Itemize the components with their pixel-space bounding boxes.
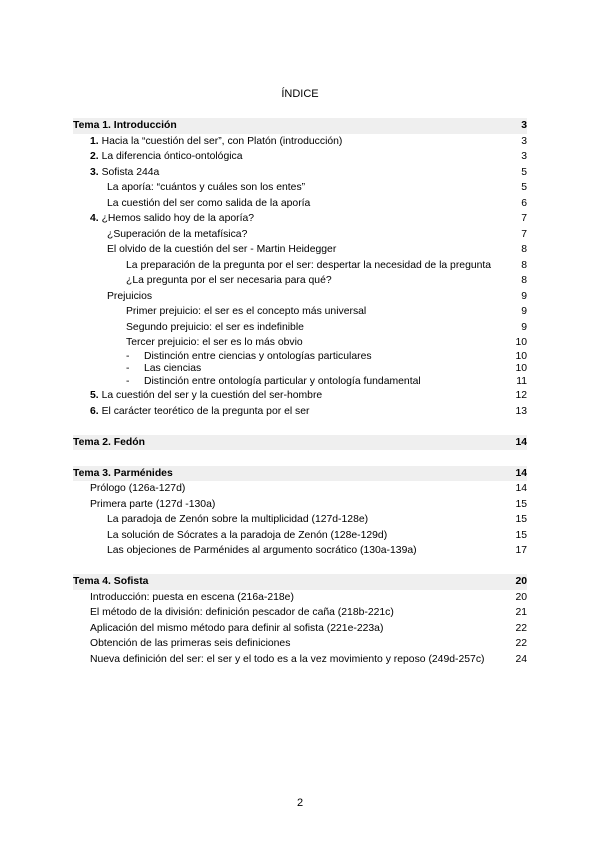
toc-entry	[73, 320, 527, 336]
toc-chapter	[73, 118, 527, 134]
toc-entry-title	[73, 435, 511, 451]
toc-entry-text: La cuestión del ser y la cuestión del ser-hombre	[101, 390, 323, 402]
toc-entry	[73, 304, 527, 320]
toc-entry-title	[90, 652, 511, 668]
toc-entry	[73, 227, 527, 243]
toc-entry-title	[126, 363, 511, 376]
toc-entry	[73, 134, 527, 150]
toc-page-number: 6	[521, 197, 527, 209]
toc-entry-text: Tema 3. Parménides	[73, 467, 173, 479]
toc-entry-text: Hacia la “cuestión del ser”, con Platón (introducción)	[101, 135, 343, 147]
toc-entry	[73, 590, 527, 606]
toc-entry	[73, 196, 527, 212]
toc-entry	[73, 528, 527, 544]
toc-spacer	[73, 450, 527, 466]
toc-entry-number: 6.	[90, 405, 99, 417]
toc-entry-title	[90, 481, 511, 497]
toc-entry-title	[107, 180, 517, 196]
toc-entry-text: Tercer prejuicio: el ser es lo más obvio	[126, 337, 303, 348]
table-of-contents	[73, 118, 527, 667]
page-title: ÍNDICE	[281, 88, 319, 100]
toc-entry	[73, 180, 527, 196]
toc-entry-text: La aporía: “cuántos y cuáles son los entes”	[107, 182, 306, 193]
toc-page-number: 14	[515, 483, 527, 495]
toc-entry-text: El método de la división: definición pescador de caña (218b-221c)	[90, 607, 394, 619]
toc-entry-text: La preparación de la pregunta por el ser: despertar la necesidad de la pregunta	[126, 259, 492, 271]
toc-entry-number: 2.	[90, 151, 99, 162]
page-number: 2	[296, 797, 304, 809]
toc-entry-text: ¿Superación de la metafísica?	[107, 228, 248, 240]
toc-entry-text: Prejuicios	[107, 290, 153, 302]
toc-entry-text: Las objeciones de Parménides al argumento socrático (130a-139a)	[107, 545, 417, 557]
toc-entry	[73, 211, 527, 227]
toc-page-number: 3	[521, 151, 527, 162]
toc-entry-title	[107, 543, 511, 559]
toc-entry-title	[126, 351, 511, 364]
toc-page-number: 15	[515, 498, 527, 510]
toc-page-number: 10	[515, 363, 527, 375]
toc-entry-title	[126, 335, 511, 351]
toc-page-number: 5	[521, 166, 527, 178]
toc-entry	[73, 289, 527, 305]
toc-entry-title	[107, 227, 517, 243]
toc-entry-title	[126, 273, 517, 289]
toc-entry-title	[90, 211, 517, 227]
toc-entry-text: Obtención de las primeras seis definiciones	[90, 638, 291, 650]
toc-entry-title	[90, 621, 511, 637]
toc-entry-number: 5.	[90, 390, 99, 402]
toc-entry-title	[73, 466, 511, 482]
toc-entry	[73, 388, 527, 404]
toc-entry-text: Prólogo (126a-127d)	[90, 483, 186, 495]
toc-entry-title	[90, 636, 511, 652]
toc-page-number: 9	[521, 306, 527, 317]
toc-entry-number: 1.	[90, 135, 99, 147]
toc-page-number: 10	[515, 350, 527, 362]
toc-entry-text: Introducción: puesta en escena (216a-218e)	[90, 591, 294, 603]
toc-page-number: 24	[515, 653, 527, 665]
toc-entry-title	[90, 590, 511, 606]
toc-page-number: 15	[515, 514, 527, 526]
toc-entry-text: Tema 1. Introducción	[73, 120, 177, 131]
toc-entry-title	[73, 574, 511, 590]
toc-entry-text: El carácter teorético de la pregunta por el ser	[101, 405, 310, 417]
toc-spacer	[73, 559, 527, 575]
toc-entry-text: Primera parte (127d -130a)	[90, 498, 216, 510]
toc-entry-title	[90, 497, 511, 513]
bullet-dash: -	[126, 363, 130, 375]
toc-entry	[73, 149, 527, 165]
toc-page-number: 8	[521, 275, 527, 286]
toc-page-number: 5	[521, 182, 527, 193]
toc-entry	[73, 335, 527, 351]
toc-entry	[73, 621, 527, 637]
toc-page-number: 9	[521, 290, 527, 302]
toc-entry-title	[90, 165, 517, 181]
toc-entry	[73, 258, 527, 274]
toc-entry	[73, 376, 527, 389]
toc-entry-text: Tema 2. Fedón	[73, 436, 145, 448]
toc-entry-title	[126, 376, 512, 389]
toc-page-number: 10	[515, 337, 527, 348]
toc-page-number: 9	[521, 321, 527, 333]
toc-entry-title	[107, 528, 511, 544]
toc-page-number: 7	[521, 228, 527, 240]
toc-page-number: 3	[521, 135, 527, 147]
toc-entry-text: ¿La pregunta por el ser necesaria para qué?	[126, 275, 332, 286]
bullet-dash: -	[126, 375, 130, 387]
toc-chapter	[73, 574, 527, 590]
toc-chapter	[73, 466, 527, 482]
toc-entry-text: Distinción entre ciencias y ontologías particulares	[144, 350, 372, 362]
toc-entry-title	[73, 118, 517, 134]
toc-entry-title	[90, 388, 511, 404]
toc-page-number: 17	[515, 545, 527, 557]
bullet-dash: -	[126, 350, 130, 362]
toc-page-number: 11	[516, 375, 527, 387]
toc-entry-text: Tema 4. Sofista	[73, 576, 149, 588]
toc-entry	[73, 497, 527, 513]
toc-entry-title	[90, 149, 517, 165]
toc-entry-text: La solución de Sócrates a la paradoja de Zenón (128e-129d)	[107, 529, 388, 541]
toc-entry-text: La paradoja de Zenón sobre la multiplicidad (127d-128e)	[107, 514, 369, 526]
toc-entry-text: La diferencia óntico-ontológica	[101, 151, 243, 162]
toc-entry-title	[107, 242, 517, 258]
toc-entry	[73, 605, 527, 621]
toc-page-number: 8	[521, 259, 527, 271]
toc-page-number: 20	[515, 591, 527, 603]
toc-entry	[73, 636, 527, 652]
toc-entry-text: Nueva definición del ser: el ser y el todo es a la vez movimiento y reposo (249d-257c)	[90, 653, 485, 665]
toc-entry	[73, 242, 527, 258]
toc-entry-title	[126, 304, 517, 320]
toc-entry-title	[107, 196, 517, 212]
toc-entry-text: Sofista 244a	[101, 166, 160, 178]
toc-entry-text: Segundo prejuicio: el ser es indefinible	[126, 321, 304, 333]
toc-entry-title	[126, 320, 517, 336]
toc-entry	[73, 512, 527, 528]
toc-entry	[73, 543, 527, 559]
toc-entry	[73, 404, 527, 420]
toc-entry	[73, 273, 527, 289]
toc-entry-text: Distinción entre ontología particular y ontología fundamental	[144, 375, 421, 387]
toc-page-number: 13	[515, 405, 527, 417]
toc-entry	[73, 351, 527, 364]
toc-page-number: 8	[521, 244, 527, 255]
toc-page-number: 22	[515, 622, 527, 634]
toc-entry-title	[90, 134, 517, 150]
toc-spacer	[73, 419, 527, 435]
toc-entry-title	[90, 605, 511, 621]
toc-entry	[73, 481, 527, 497]
toc-entry-text: Las ciencias	[144, 363, 202, 375]
toc-entry-title	[107, 289, 517, 305]
toc-entry-title	[107, 512, 511, 528]
toc-entry-text: ¿Hemos salido hoy de la aporía?	[101, 213, 255, 224]
toc-chapter	[73, 435, 527, 451]
toc-page-number: 14	[515, 467, 527, 479]
toc-page-number: 21	[515, 607, 527, 619]
toc-entry-title	[90, 404, 511, 420]
toc-entry-text: Primer prejuicio: el ser es el concepto más universal	[126, 306, 367, 317]
toc-entry	[73, 363, 527, 376]
toc-entry-title	[126, 258, 517, 274]
toc-entry-text: La cuestión del ser como salida de la aporía	[107, 197, 311, 209]
toc-page-number: 20	[515, 576, 527, 588]
toc-entry-text: El olvido de la cuestión del ser - Martin Heidegger	[107, 244, 337, 255]
toc-page-number: 7	[521, 213, 527, 224]
toc-entry	[73, 165, 527, 181]
toc-page-number: 3	[521, 120, 527, 131]
toc-page-number: 14	[515, 436, 527, 448]
toc-entry	[73, 652, 527, 668]
toc-page-number: 22	[515, 638, 527, 650]
toc-page-number: 12	[515, 390, 527, 402]
toc-page-number: 15	[515, 529, 527, 541]
toc-entry-text: Aplicación del mismo método para definir al sofista (221e-223a)	[90, 622, 384, 634]
toc-entry-number: 3.	[90, 166, 99, 178]
toc-entry-number: 4.	[90, 213, 99, 224]
